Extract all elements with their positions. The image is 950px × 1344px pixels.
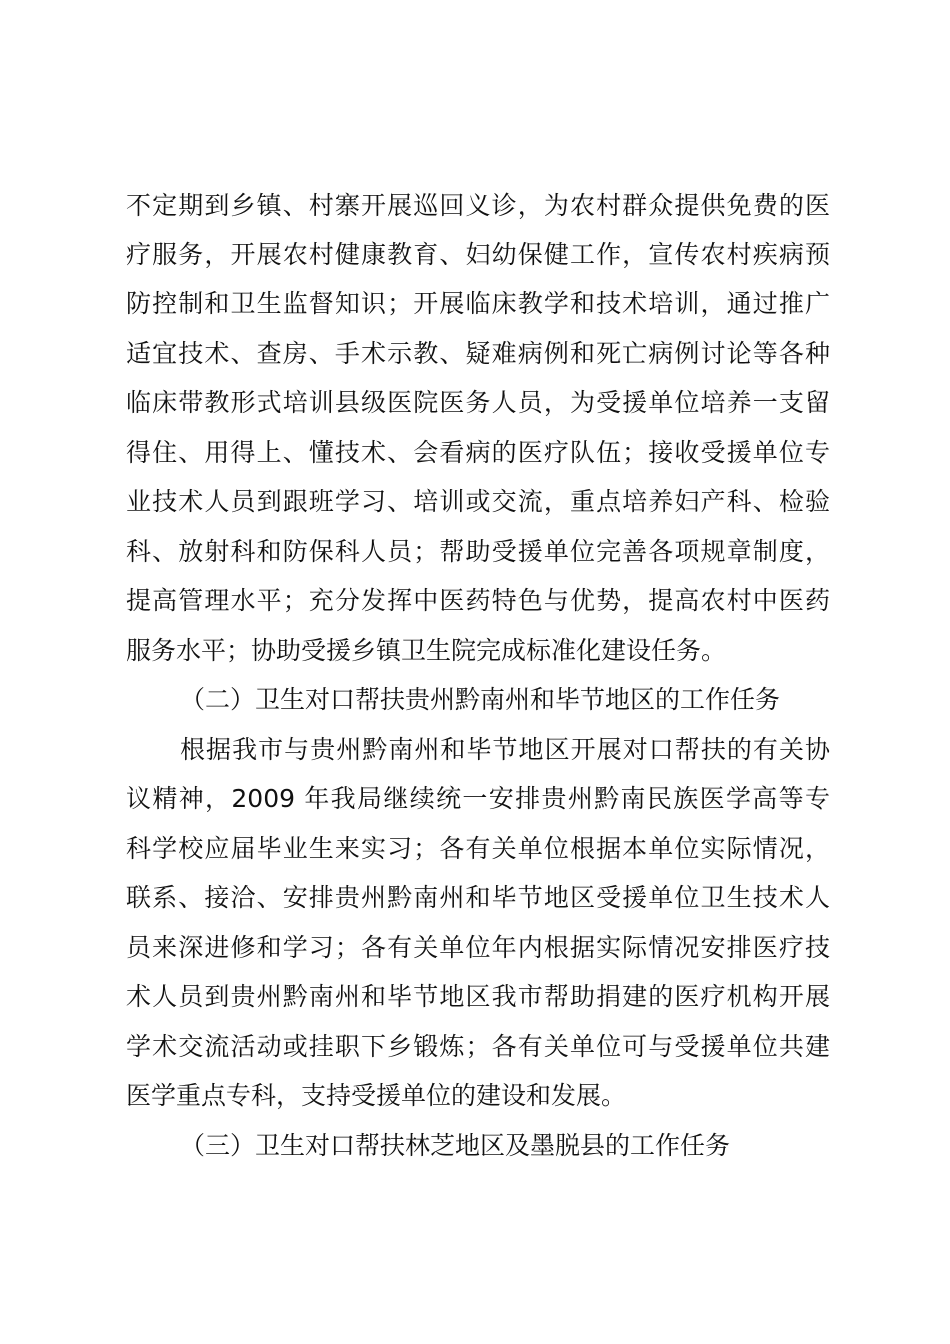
body-text-line: 提高管理水平；充分发挥中医药特色与优势，提高农村中医药	[126, 586, 830, 615]
body-text-line: 疗服务，开展农村健康教育、妇幼保健工作，宣传农村疾病预	[126, 240, 830, 269]
body-text-line: 议精神，2009 年我局继续统一安排贵州黔南民族医学高等专	[126, 784, 830, 813]
body-text-line: 防控制和卫生监督知识；开展临床教学和技术培训，通过推广	[126, 289, 830, 318]
body-text-line: 医学重点专科，支持受援单位的建设和发展。	[126, 1081, 627, 1110]
body-text-line: 服务水平；协助受援乡镇卫生院完成标准化建设任务。	[126, 636, 727, 665]
body-text-line: 业技术人员到跟班学习、培训或交流，重点培养妇产科、检验	[126, 487, 830, 516]
body-text-line: 员来深进修和学习；各有关单位年内根据实际情况安排医疗技	[126, 933, 830, 962]
body-text-line: 根据我市与贵州黔南州和毕节地区开展对口帮扶的有关协	[180, 735, 830, 764]
body-text-line: 临床带教形式培训县级医院医务人员，为受援单位培养一支留	[126, 388, 830, 417]
body-text-line: 不定期到乡镇、村寨开展巡回义诊，为农村群众提供免费的医	[126, 191, 830, 220]
section-heading: （三）卫生对口帮扶林芝地区及墨脱县的工作任务	[180, 1131, 731, 1160]
body-text-line: 联系、接洽、安排贵州黔南州和毕节地区受援单位卫生技术人	[126, 883, 830, 912]
body-text-line: 适宜技术、查房、手术示教、疑难病例和死亡病例讨论等各种	[126, 339, 830, 368]
body-text-line: 科学校应届毕业生来实习；各有关单位根据本单位实际情况，	[126, 834, 830, 863]
body-text-line: 得住、用得上、懂技术、会看病的医疗队伍；接收受援单位专	[126, 438, 830, 467]
body-text-line: 术人员到贵州黔南州和毕节地区我市帮助捐建的医疗机构开展	[126, 982, 830, 1011]
body-text-line: 学术交流活动或挂职下乡锻炼；各有关单位可与受援单位共建	[126, 1032, 830, 1061]
section-heading: （二）卫生对口帮扶贵州黔南州和毕节地区的工作任务	[180, 685, 781, 714]
body-text-line: 科、放射科和防保科人员；帮助受援单位完善各项规章制度，	[126, 537, 830, 566]
